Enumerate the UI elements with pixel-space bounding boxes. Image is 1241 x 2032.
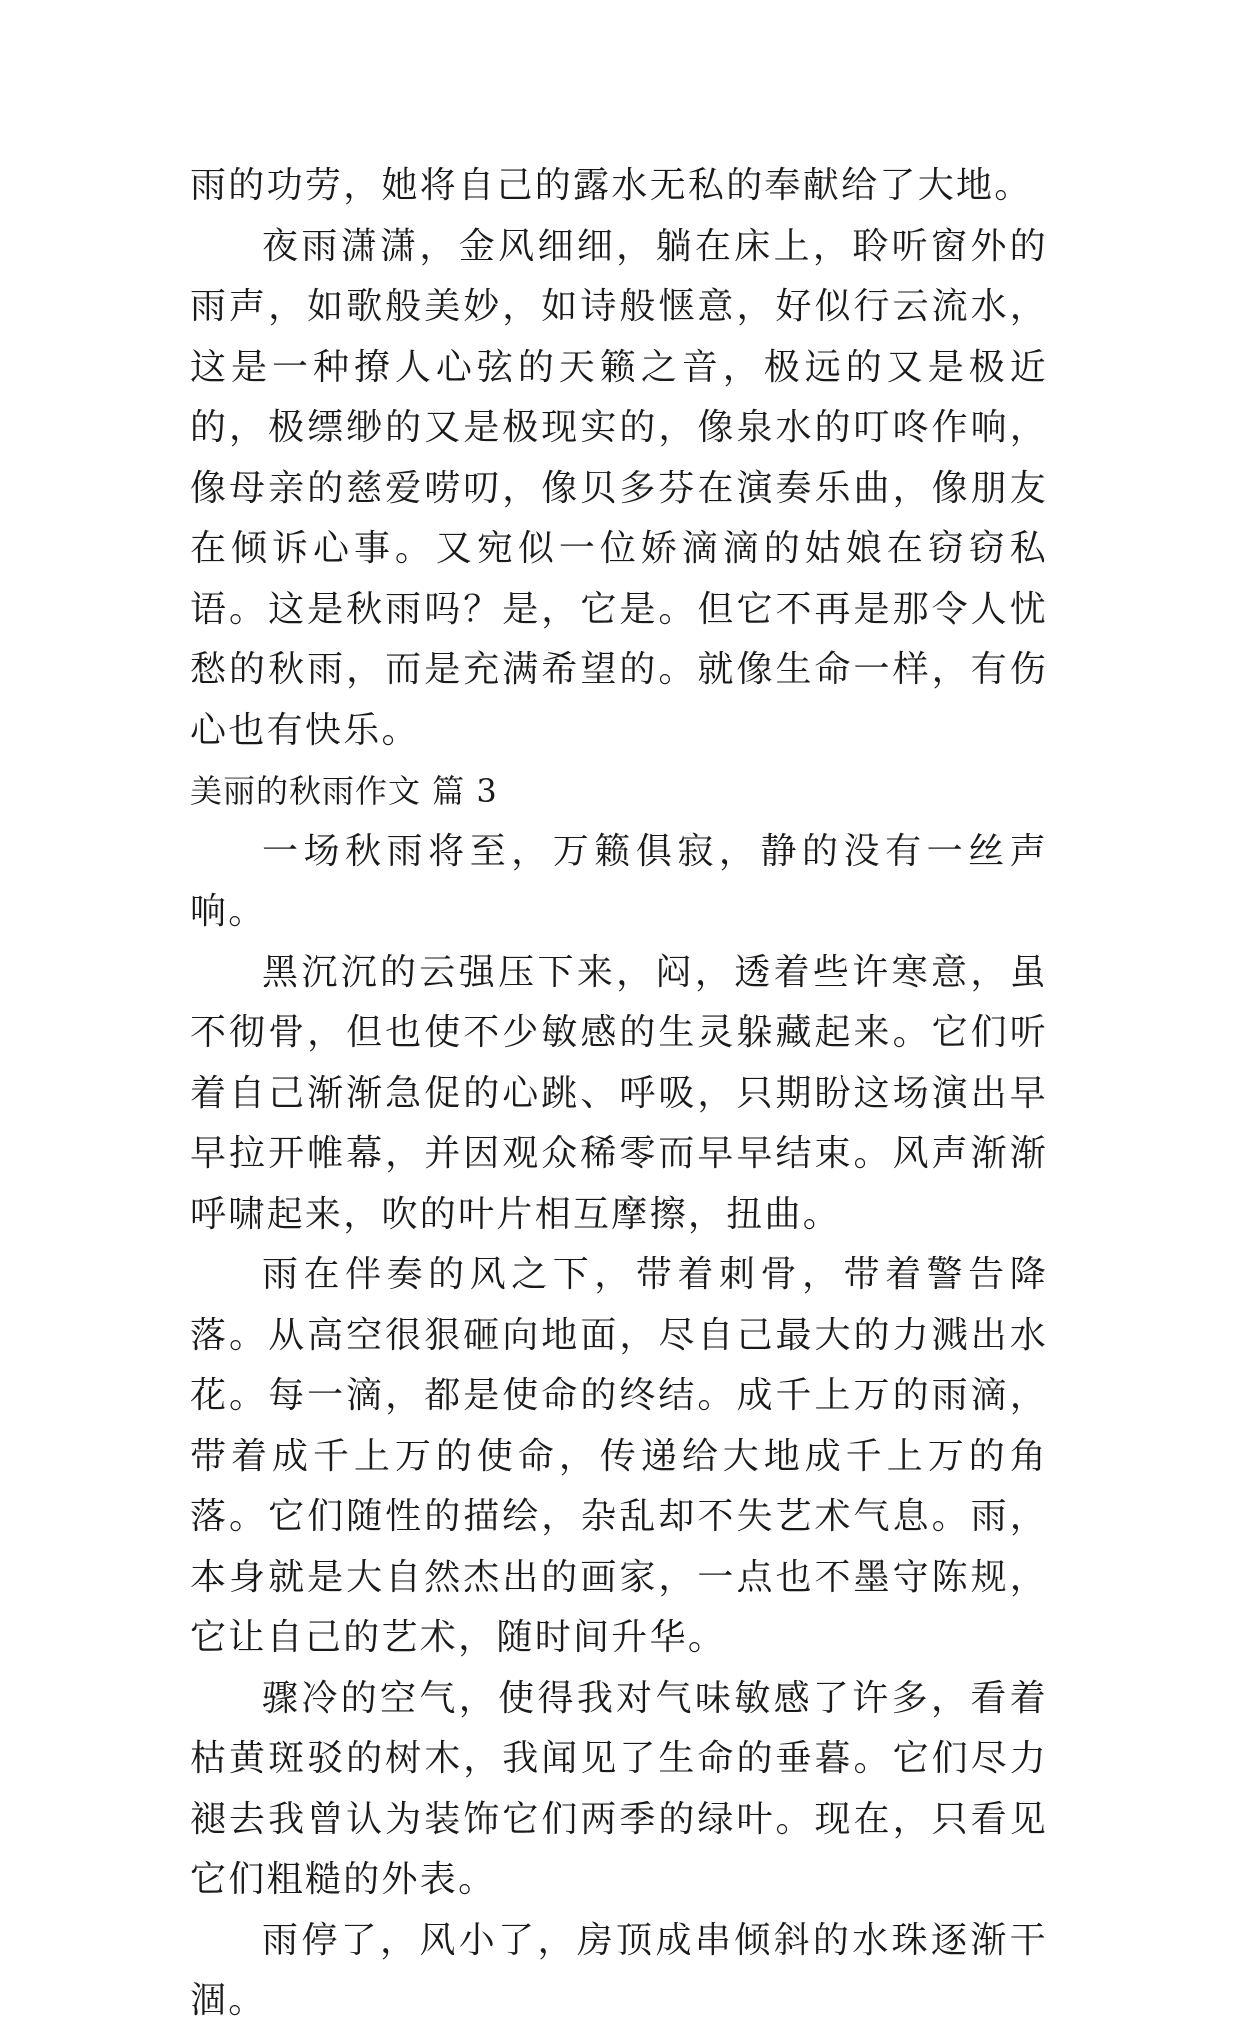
paragraph-5: 雨在伴奏的风之下，带着刺骨，带着警告降落。从高空很狠砸向地面，尽自己最大的力溅出水花。每一滴，都是使命的终结。成千上万的雨滴，带着成千上万的使命，传递给大地成千上万的角落。它们随性的描绘，杂乱却不失艺术气息。雨，本身就是大自然杰出的画家，一点也不墨守陈规，它让自己的艺术，随时间升华。: [190, 1254, 1048, 1658]
paragraph-1: 雨的功劳，她将自己的露水无私的奉献给了大地。: [190, 165, 1033, 206]
section-heading: 美丽的秋雨作文 篇 3: [190, 772, 498, 810]
document-page: [190, 156, 1048, 2032]
paragraph-3: 一场秋雨将至，万籁俱寂，静的没有一丝声响。: [190, 830, 1048, 932]
paragraph-7: 雨停了，风小了，房顶成串倾斜的水珠逐渐干涸。: [190, 1919, 1048, 2021]
paragraph-2: 夜雨潇潇，金风细细，躺在床上，聆听窗外的雨声，如歌般美妙，如诗般惬意，好似行云流水，这是一种撩人心弦的天籁之音，极远的又是极近的，极缥缈的又是极现实的，像泉水的叮咚作响，像母亲的慈爱唠叨，像贝多芬在演奏乐曲，像朋友在倾诉心事。又宛似一位娇滴滴的姑娘在窃窃私语。这是秋雨吗？是，它是。但它不再是那令人忧愁的秋雨，而是充满希望的。就像生命一样，有伤心也有快乐。: [190, 225, 1048, 751]
paragraph-4: 黑沉沉的云强压下来，闷，透着些许寒意，虽不彻骨，但也使不少敏感的生灵躲藏起来。它们听着自己渐渐急促的心跳、呼吸，只期盼这场演出早早拉开帷幕，并因观众稀零而早早结束。风声渐渐呼啸起来，吹的叶片相互摩擦，扭曲。: [190, 951, 1048, 1235]
paragraph-6: 骤冷的空气，使得我对气味敏感了许多，看着枯黄斑驳的树木，我闻见了生命的垂暮。它们尽力褪去我曾认为装饰它们两季的绿叶。现在，只看见它们粗糙的外表。: [190, 1677, 1048, 1900]
